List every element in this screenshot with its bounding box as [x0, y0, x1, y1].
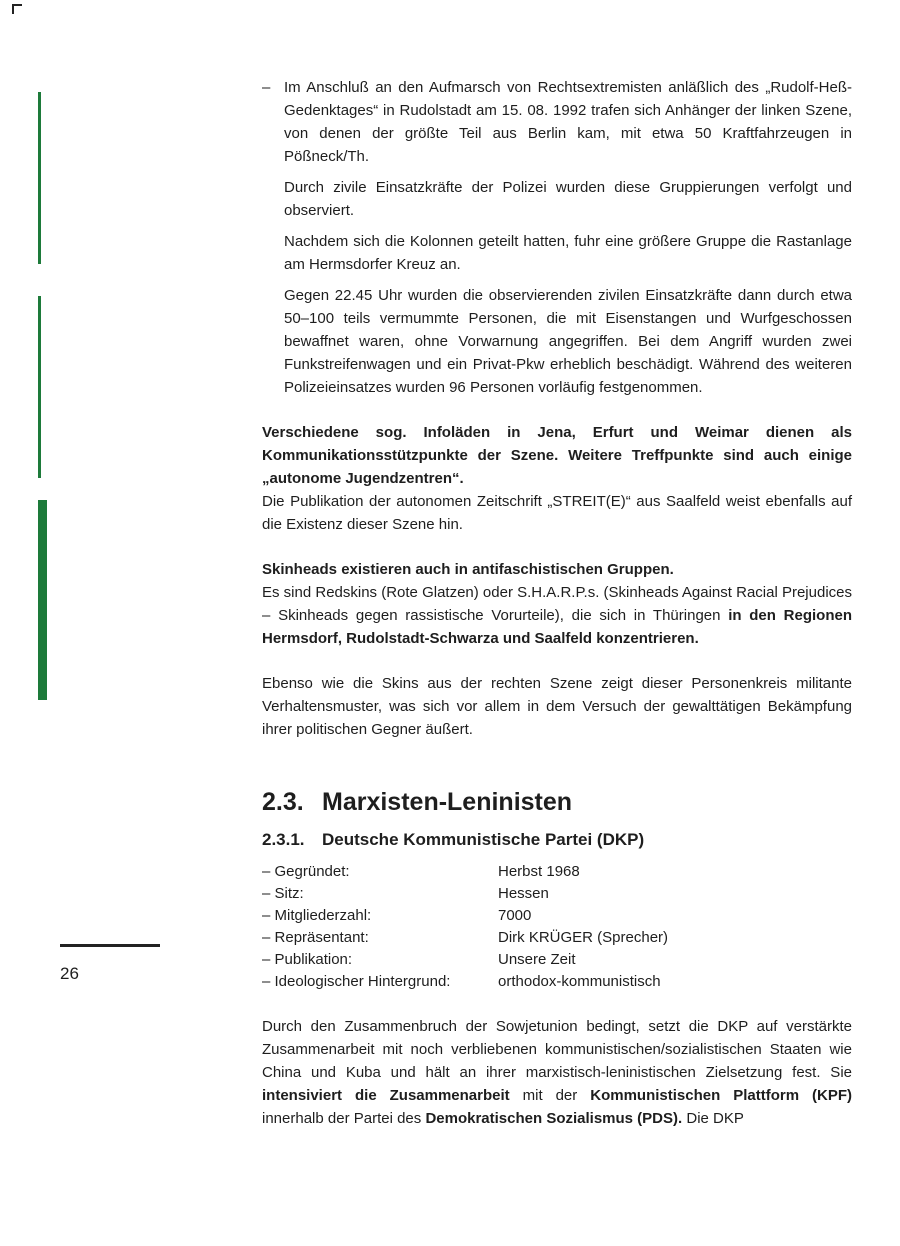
fact-row [262, 861, 852, 883]
fact-row [262, 883, 852, 905]
fact-value: Dirk KRÜGER (Sprecher) [498, 929, 669, 946]
bold-text: Verschiedene sog. Infoläden in Jena, Erfurt und Weimar dienen als Kommunikationsstützpunkte der Szene. Weitere Treffpunkte sind auch einige „autonome Jugendzentren“. [262, 424, 852, 487]
fact-key: – Sitz: [262, 885, 304, 902]
subsection-title: Deutsche Kommunistische Partei (DKP) [322, 830, 645, 849]
fact-key: – Gegründet: [262, 863, 350, 880]
paragraph-dkp: Durch den Zusammenbruch der Sowjetunion bedingt, setzt die DKP auf verstärkte Zusammenarbeit mit noch verbliebenen kommunistischen/sozialistischen Staaten wie China und Kuba und hält an ihrer marxistisch-leninistischen Zielsetzung fest. Sie intensiviert die Zusammenarbeit mit der Kommunistischen Plattform (KPF) innerhalb der Partei des Demokratischen Sozialismus (PDS). Die DKP [262, 1018, 853, 1127]
paragraph-observation: Durch zivile Einsatzkräfte der Polizei wurden diese Gruppierungen verfolgt und observiert. [284, 179, 852, 219]
fact-key: – Ideologischer Hintergrund: [262, 973, 451, 990]
subsection-heading [262, 829, 852, 851]
fact-key: – Repräsentant: [262, 929, 369, 946]
section-number: 2.3. [262, 788, 304, 816]
list-dash: – [262, 79, 271, 96]
paragraph-text: Es sind Redskins (Rote Glatzen) oder S.H.A.R.P.s. (Skinheads Against Racial Prejudices – Skinheads gegen rassistische Vorurteile), die sich in Thüringen [262, 584, 852, 624]
fact-value: Hessen [498, 885, 549, 902]
paragraph-text: Die Publikation der autonomen Zeitschrift „STREIT(E)“ aus Saalfeld weist ebenfalls auf die Existenz dieser Szene hin. [262, 493, 852, 533]
section-heading [262, 787, 852, 817]
margin-bar-bottom [38, 500, 47, 700]
paragraph-militant: Ebenso wie die Skins aus der rechten Szene zeigt dieser Personenkreis militante Verhaltensmuster, was sich vor allem in dem Versuch der gewalttätigen Bekämpfung ihrer politischen Gegner äußert. [262, 675, 852, 738]
fact-value: orthodox-kommunistisch [498, 973, 661, 990]
page-content [262, 76, 852, 1130]
margin-bar-top [38, 92, 41, 264]
fact-row [262, 949, 852, 971]
section-title: Marxisten-Leninisten [322, 788, 573, 816]
paragraph-text: Im Anschluß an den Aufmarsch von Rechtsextremisten anläßlich des „Rudolf-Heß-Gedenktages“ in Rudolstadt am 15. 08. 1992 trafen sich Anhänger der linken Szene, von denen der größte Teil aus Berlin kam, mit etwa 50 Kraftfahrzeugen in Pößneck/Th. [284, 79, 852, 165]
crop-mark-vertical [12, 4, 14, 14]
page-number: 26 [60, 964, 79, 983]
fact-key: – Publikation: [262, 951, 353, 968]
paragraph-convoy: Nachdem sich die Kolonnen geteilt hatten, fuhr eine größere Gruppe die Rastanlage am Hermsdorfer Kreuz an. [284, 233, 852, 273]
bold-text: Kommunistischen Plattform (KPF) [590, 1087, 853, 1104]
fact-row [262, 971, 852, 993]
margin-bar-middle [38, 296, 41, 478]
bold-text: intensiviert die Zusammenarbeit [262, 1087, 510, 1104]
fact-value: Unsere Zeit [498, 951, 576, 968]
paragraph-skinheads [262, 558, 852, 650]
paragraph-march-report [262, 76, 852, 168]
fact-row [262, 905, 852, 927]
fact-key: – Mitgliederzahl: [262, 907, 372, 924]
fact-value: Herbst 1968 [498, 863, 580, 880]
subsection-number: 2.3.1. [262, 830, 305, 849]
fact-value: 7000 [498, 907, 532, 924]
bold-text: Skinheads existieren auch in antifaschistischen Gruppen. [262, 561, 674, 578]
paragraph-attack: Gegen 22.45 Uhr wurden die observierenden zivilen Einsatzkräfte dann durch etwa 50–100 teils vermummte Personen, die mit Eisenstangen und Wurfgeschossen bewaffnet waren, ohne Vorwarnung angegriffen. Bei dem Angriff wurden zwei Funkstreifenwagen und ein Privat-Pkw erheblich beschädigt. Während des weiteren Polizeieinsatzes wurden 96 Personen vorläufig festgenommen. [284, 287, 852, 396]
fact-row [262, 927, 852, 949]
paragraph-infolaeden [262, 421, 852, 536]
footer-rule [60, 944, 160, 947]
bold-text: in den Regionen Hermsdorf, Rudolstadt-Schwarza und Saalfeld konzentrieren. [262, 607, 852, 647]
fact-list [262, 861, 852, 993]
bold-text: Demokratischen Sozialismus (PDS). [425, 1110, 683, 1127]
